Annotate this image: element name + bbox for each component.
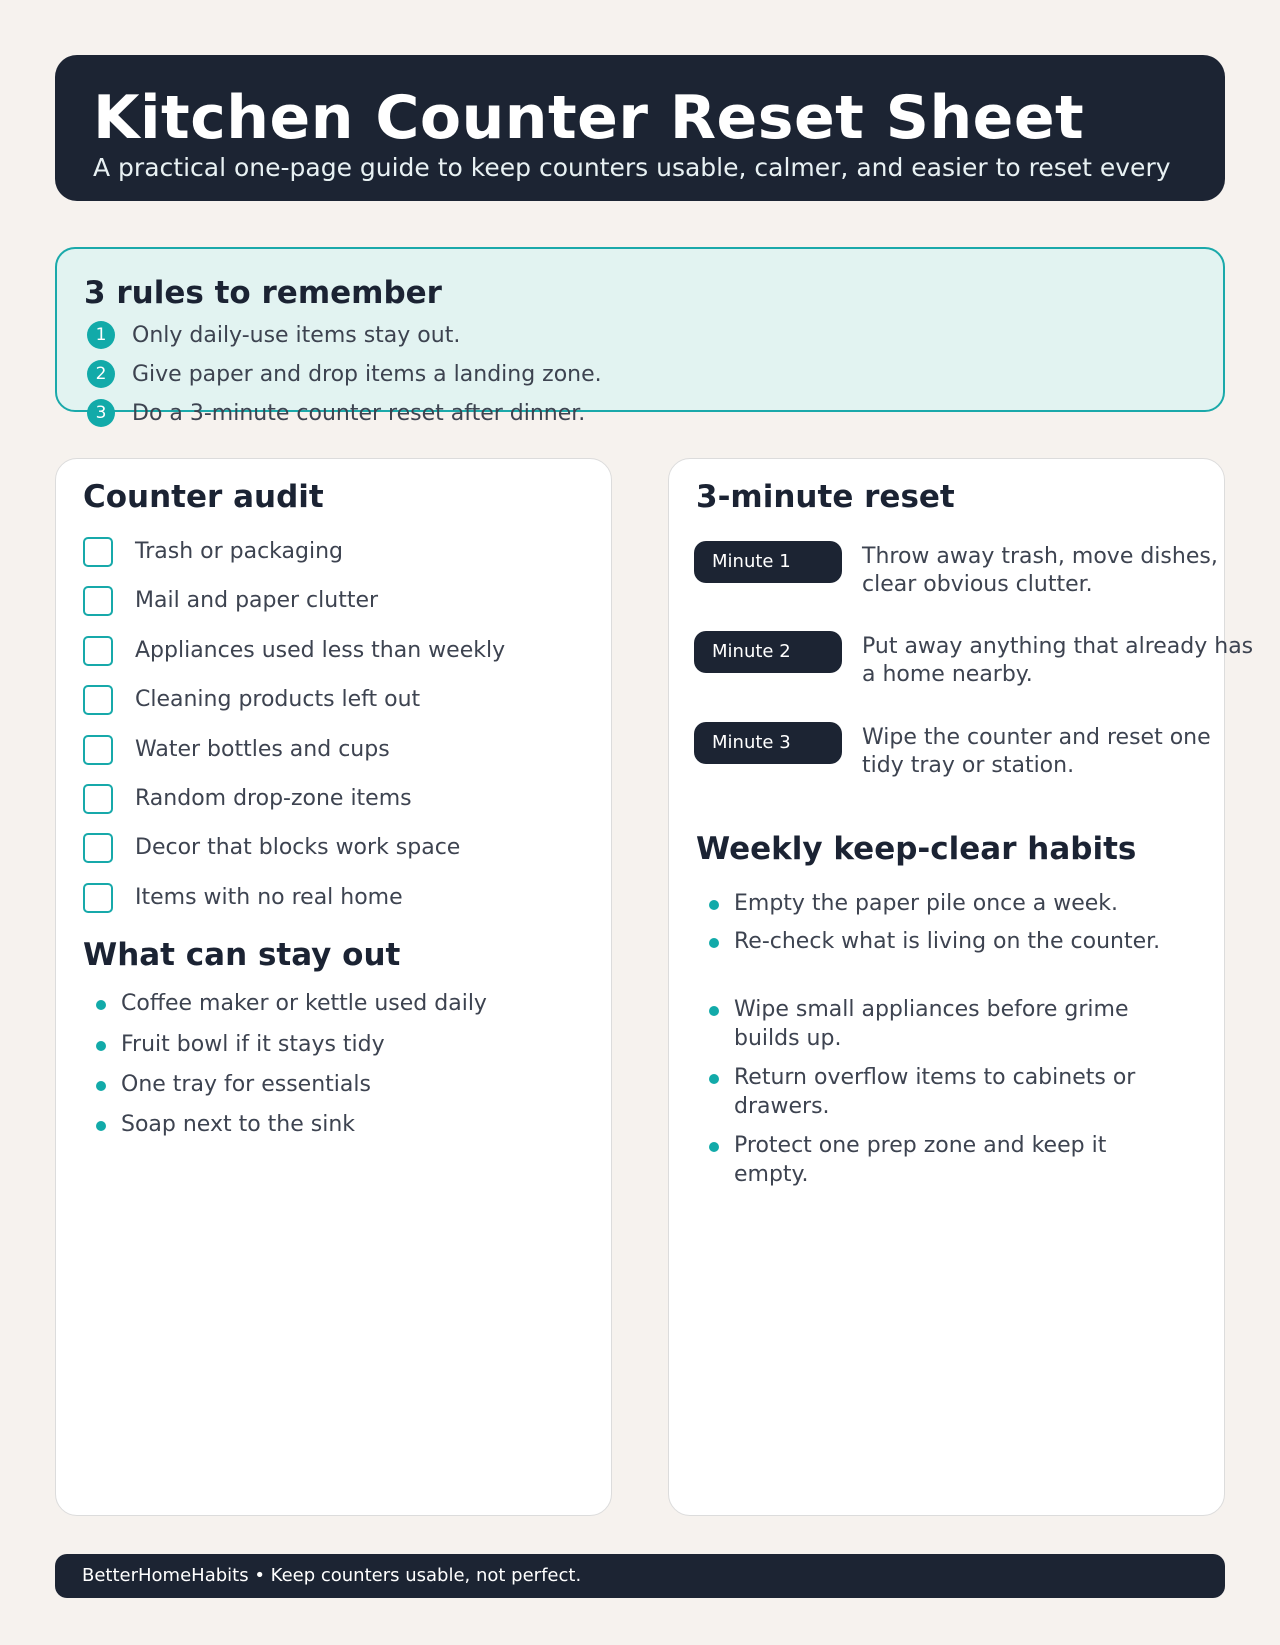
audit-item-label: Cleaning products left out: [135, 687, 421, 712]
audit-item-label: Decor that blocks work space: [135, 835, 461, 860]
rule-number-badge: 3: [87, 399, 115, 427]
reset-step-text: Wipe the counter and reset one tidy tray or station.: [862, 725, 1211, 778]
list-item-text: Soap next to the sink: [121, 1112, 356, 1137]
page-subtitle: A practical one-page guide to keep counters usable, calmer, and easier to reset every: [93, 153, 1171, 182]
audit-item-label: Mail and paper clutter: [135, 588, 379, 613]
list-item-text: Fruit bowl if it stays tidy: [121, 1032, 385, 1057]
bullet-icon: [709, 938, 719, 948]
checkbox[interactable]: [83, 735, 113, 765]
reset-step-text: Put away anything that already has a home nearby.: [862, 634, 1254, 687]
rule-text: Do a 3-minute counter reset after dinner.: [132, 401, 586, 426]
bullet-icon: [709, 1006, 719, 1016]
left-card: [55, 458, 612, 1516]
checkbox[interactable]: [83, 685, 113, 715]
rules-box: [55, 247, 1225, 426]
bullet-icon: [96, 1121, 106, 1131]
bullet-icon: [709, 1142, 719, 1152]
checkbox[interactable]: [83, 636, 113, 666]
list-item-text: Protect one prep zone and keep it empty.: [734, 1133, 1107, 1187]
rule-text: Only daily-use items stay out.: [132, 323, 461, 348]
list-item-text: Return overflow items to cabinets or drawers.: [734, 1065, 1136, 1119]
minute-badge: Minute 2: [694, 631, 842, 673]
list-item-text: Wipe small appliances before grime builds up.: [734, 997, 1129, 1051]
checkbox[interactable]: [83, 833, 113, 863]
audit-item-label: Items with no real home: [135, 885, 403, 910]
checkbox[interactable]: [83, 784, 113, 814]
checkbox[interactable]: [83, 586, 113, 616]
counter-audit-title: Counter audit: [83, 479, 324, 515]
list-item-text: Empty the paper pile once a week.: [734, 891, 1119, 916]
minute-badge: Minute 1: [694, 541, 842, 583]
bullet-icon: [96, 1041, 106, 1051]
habits-title: Weekly keep-clear habits: [696, 831, 1137, 867]
list-item-text: One tray for essentials: [121, 1072, 371, 1097]
audit-item-label: Water bottles and cups: [135, 737, 390, 762]
page-title: Kitchen Counter Reset Sheet: [93, 83, 1085, 153]
list-item-text: Re-check what is living on the counter.: [734, 929, 1161, 954]
audit-item-label: Random drop-zone items: [135, 786, 412, 811]
reset-step-text: Throw away trash, move dishes, clear obvious clutter.: [862, 544, 1218, 597]
footer-bar: [55, 1554, 1225, 1598]
reset-title: 3-minute reset: [696, 479, 955, 515]
rule-number-badge: 1: [87, 321, 115, 349]
checkbox[interactable]: [83, 537, 113, 567]
footer-text: BetterHomeHabits • Keep counters usable, not perfect.: [82, 1565, 582, 1586]
header-banner: [55, 55, 1225, 201]
checkbox[interactable]: [83, 883, 113, 913]
rules-title: 3 rules to remember: [84, 275, 442, 311]
bullet-icon: [96, 1000, 106, 1010]
rule-number-badge: 2: [87, 360, 115, 388]
bullet-icon: [709, 1074, 719, 1084]
right-card: [668, 458, 1254, 1516]
stay-out-title: What can stay out: [83, 937, 401, 973]
audit-item-label: Trash or packaging: [135, 539, 343, 564]
bullet-icon: [709, 900, 719, 910]
bullet-icon: [96, 1081, 106, 1091]
list-item-text: Coffee maker or kettle used daily: [121, 991, 487, 1016]
rule-text: Give paper and drop items a landing zone.: [132, 362, 602, 387]
audit-item-label: Appliances used less than weekly: [135, 638, 506, 663]
minute-badge: Minute 3: [694, 722, 842, 764]
